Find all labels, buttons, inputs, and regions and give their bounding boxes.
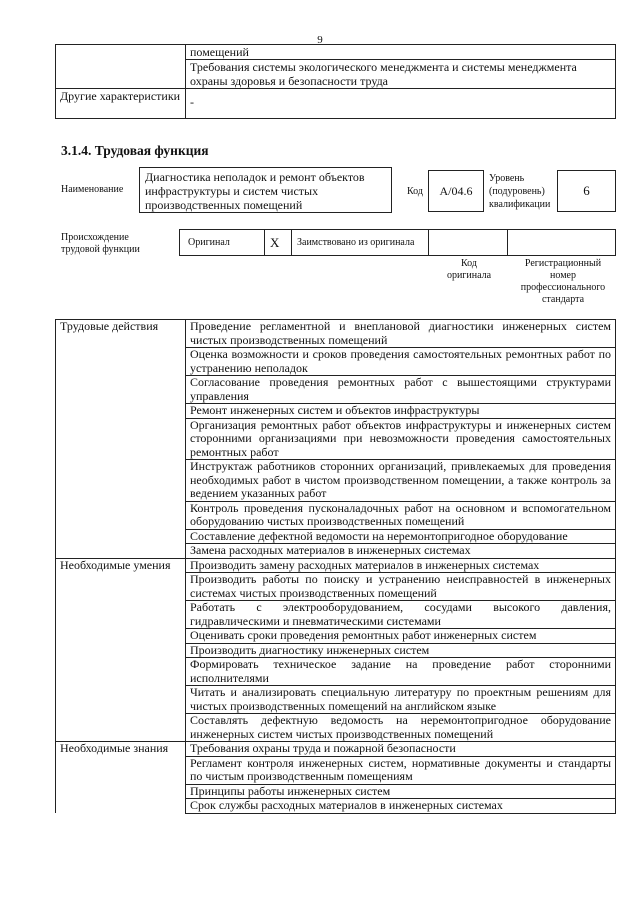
page-number: 9	[317, 34, 323, 46]
group-item: Составлять дефектную ведомость на неремонтопригодное оборудование инженерных систем чистых производственных помещений	[186, 714, 616, 742]
group-item: Ремонт инженерных систем и объектов инфраструктуры	[186, 404, 616, 419]
section-title: 3.1.4. Трудовая функция	[61, 143, 209, 158]
labor-function-table	[55, 319, 616, 814]
divider	[264, 230, 265, 255]
group-item: Читать и анализировать специальную литературу по проектным решениям для чистых производственных помещений на английском языке	[186, 686, 616, 714]
group-item: Работать с электрооборудованием, сосудами высокого давления, гидравлическими и пневматическими системами	[186, 601, 616, 629]
group-item: Организация ремонтных работ объектов инфраструктуры и инженерных систем сторонними организациями при невозможности проведения самостоятельных ремонтных работ	[186, 418, 616, 460]
group-item: Производить работы по поиску и устранению неисправностей в инженерных системах чистых производственных помещений	[186, 573, 616, 601]
qualification-level-box: 6	[557, 170, 616, 212]
divider	[291, 230, 292, 255]
code-label: Код	[407, 186, 423, 197]
group-item: Составление дефектной ведомости на неремонтопригодное оборудование	[186, 529, 616, 544]
group-item: Контроль проведения пусконаладочных работ на основном и вспомогательном оборудованию чистых производственных помещений	[186, 501, 616, 529]
table-row	[56, 45, 616, 60]
level-label: Уровень (подуровень) квалификации	[489, 173, 551, 210]
borrowed-label: Заимствовано из оригинала	[297, 237, 415, 248]
top-continuation-table	[55, 44, 616, 119]
table-cell-label: Другие характеристики	[56, 89, 186, 119]
original-label: Оригинал	[188, 237, 230, 248]
function-code-box: A/04.6	[428, 170, 484, 212]
table-cell-label	[56, 45, 186, 89]
table-row	[56, 558, 616, 573]
group-item: Требования охраны труда и пожарной безопасности	[186, 742, 616, 757]
name-label: Наименование	[61, 184, 124, 195]
group-item: Срок службы расходных материалов в инженерных системах	[186, 799, 616, 814]
table-row	[56, 320, 616, 348]
group-item: Формировать техническое задание на проведение работ сторонними исполнителями	[186, 658, 616, 686]
table-row	[56, 742, 616, 757]
group-item: Оценка возможности и сроков проведения самостоятельных ремонтных работ по устранению неполадок	[186, 348, 616, 376]
function-name-box: Диагностика неполадок и ремонт объектов инфраструктуры и систем чистых производственных помещений	[139, 167, 392, 213]
group-item: Регламент контроля инженерных систем, нормативные документы и стандарты по чистым производственным помещениям	[186, 756, 616, 784]
group-label: Необходимые знания	[56, 742, 186, 814]
group-label: Трудовые действия	[56, 320, 186, 559]
origin-row	[179, 229, 616, 256]
table-row	[56, 89, 616, 119]
group-item: Согласование проведения ремонтных работ с вышестоящими структурами управления	[186, 376, 616, 404]
reg-number-caption: Регистрационный номер профессионального стандарта	[520, 258, 606, 305]
group-item: Производить замену расходных материалов в инженерных системах	[186, 558, 616, 573]
table-cell-text: -	[186, 89, 616, 119]
divider	[428, 230, 429, 255]
divider	[507, 230, 508, 255]
table-cell-text: помещений	[186, 45, 616, 60]
code-original-caption: Код оригинала	[446, 258, 492, 281]
table-cell-text: Требования системы экологического менеджмента и системы менеджмента охраны здоровья и безопасности труда	[186, 60, 616, 89]
group-item: Замена расходных материалов в инженерных системах	[186, 544, 616, 559]
original-mark: X	[270, 234, 280, 250]
origin-label: Происхождение трудовой функции	[61, 232, 140, 255]
group-item: Оценивать сроки проведения ремонтных работ инженерных систем	[186, 629, 616, 644]
group-item: Проведение регламентной и внеплановой диагностики инженерных систем чистых производственных помещений	[186, 320, 616, 348]
group-item: Инструктаж работников сторонних организаций, привлекаемых для проведения необходимых работ в чистом производственном помещении, а также контроль за ведением указанных работ	[186, 460, 616, 502]
group-item: Производить диагностику инженерных систем	[186, 643, 616, 658]
group-item: Принципы работы инженерных систем	[186, 784, 616, 799]
group-label: Необходимые умения	[56, 558, 186, 742]
